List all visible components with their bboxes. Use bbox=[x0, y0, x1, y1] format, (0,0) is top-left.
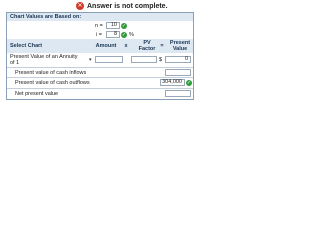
header-x: x bbox=[124, 43, 128, 49]
table-title-row bbox=[7, 13, 193, 21]
table-title: Chart Values are Based on: bbox=[10, 14, 82, 20]
n-row bbox=[7, 21, 193, 30]
dropdown-arrow-icon[interactable]: ▾ bbox=[89, 57, 92, 63]
pv-factor-input[interactable] bbox=[131, 56, 157, 63]
i-input[interactable]: 8 bbox=[106, 31, 120, 38]
header-equals: = bbox=[160, 43, 164, 49]
check-icon: ✓ bbox=[121, 22, 127, 29]
status-banner bbox=[76, 1, 168, 11]
npv-input[interactable] bbox=[165, 90, 191, 97]
pv-annuity-row bbox=[7, 53, 193, 67]
banner-text: Answer is not complete. bbox=[87, 2, 168, 10]
pv-inflows-label: Present value of cash inflows bbox=[15, 70, 87, 76]
x-circle-icon: ✕ bbox=[77, 3, 83, 9]
percent-sign: % bbox=[129, 32, 134, 38]
currency-sign: $ bbox=[159, 57, 163, 63]
header-pv-factor: PV Factor bbox=[138, 40, 156, 52]
i-label: i = bbox=[96, 32, 102, 38]
pv-outflows-row bbox=[7, 78, 193, 88]
check-icon: ✓ bbox=[186, 80, 192, 86]
pv-table bbox=[6, 12, 194, 100]
header-row bbox=[7, 39, 193, 53]
pv-annuity-label: Present Value of an Annuity of 1 bbox=[10, 54, 78, 66]
check-icon: ✓ bbox=[121, 31, 127, 38]
pv-inflows-row bbox=[7, 68, 193, 77]
pv-outflows-input[interactable]: 304,000 bbox=[160, 79, 185, 86]
header-present-value: Present Value bbox=[169, 40, 191, 52]
pv-annuity-value[interactable]: 0 bbox=[165, 56, 191, 63]
pv-outflows-label: Present value of cash outflows bbox=[15, 80, 90, 86]
n-label: n = bbox=[95, 23, 103, 29]
npv-label: Net present value bbox=[15, 91, 59, 97]
pv-inflows-input[interactable] bbox=[165, 69, 191, 76]
i-row bbox=[7, 30, 193, 39]
n-input[interactable]: 10 bbox=[106, 22, 120, 29]
header-amount: Amount bbox=[95, 43, 117, 49]
header-select-chart: Select Chart bbox=[10, 43, 43, 49]
npv-row bbox=[7, 89, 193, 99]
amount-input[interactable] bbox=[95, 56, 123, 63]
